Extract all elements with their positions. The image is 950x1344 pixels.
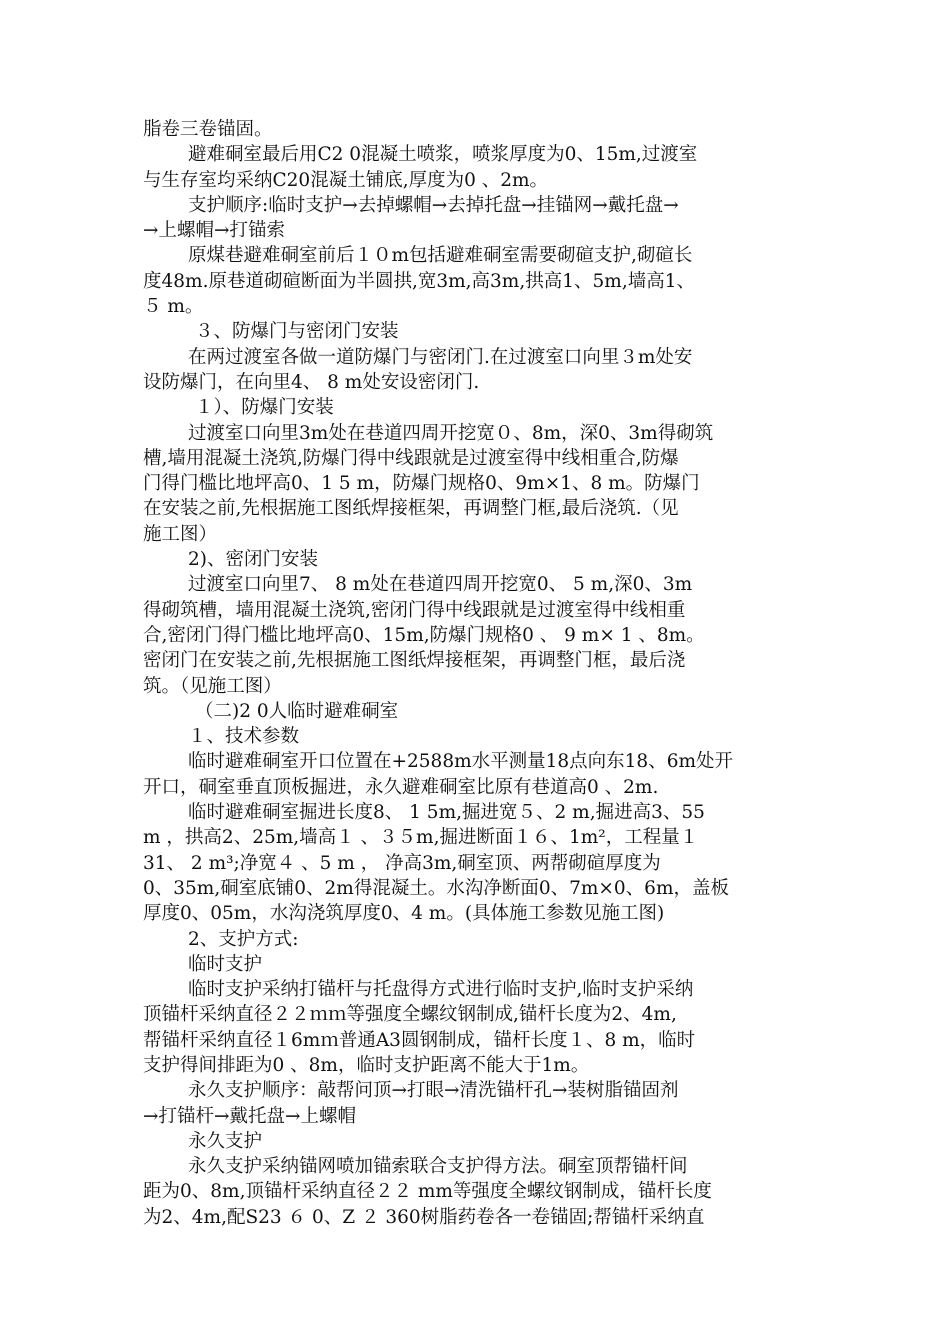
text-line: 帮锚杆采纳直径１6mｍ普通A3圆钢制成，锚杆长度１、8 m，临时 bbox=[143, 1029, 696, 1051]
text-line: 顶锚杆采纳直径２２ｍｍ等强度全螺纹钢制成,锚杆长度为2、4m, bbox=[143, 1004, 677, 1026]
text-line: 临时避难硐室开口位置在+2588m水平测量18点向东18、6m处开 bbox=[188, 751, 734, 773]
section-heading: 2、支护方式: bbox=[188, 928, 299, 950]
text-line: 过渡室口向里7、 8 m处在巷道四周开挖宽0、 5 m,深0、3m bbox=[188, 574, 693, 596]
section-heading: 2)、密闭门安装 bbox=[188, 549, 318, 571]
text-line: 门得门槛比地坪高0、1 5 m，防爆门规格0、9m×1、8 m。防爆门 bbox=[143, 473, 700, 495]
text-line: 支护得间排距为0 、8m，临时支护距离不能大于1m。 bbox=[143, 1054, 590, 1076]
text-line: →打锚杆→戴托盘→上螺帽 bbox=[143, 1105, 357, 1127]
text-line: 31、 2 m³;净宽４ 、5 m ， 净高3m,硐室顶、两帮砌碹厚度为 bbox=[143, 852, 661, 874]
text-line: 临时避难硐室掘进长度8、 1 5m,掘进宽５、2 m,掘进高3、55 bbox=[188, 802, 705, 824]
text-line: m ，拱高2、25m,墙高１ 、３５m,掘进断面１６、1m²，工程量１ bbox=[143, 827, 699, 849]
text-line: 支护顺序:临时支护→去掉螺帽→去掉托盘→挂锚网→戴托盘→ bbox=[188, 194, 679, 216]
document-body bbox=[143, 117, 813, 1230]
text-line: 在安装之前,先根据施工图纸焊接框架，再调整门框,最后浇筑.（见 bbox=[143, 498, 679, 520]
text-line: 密闭门在安装之前,先根据施工图纸焊接框架，再调整门框，最后浇 bbox=[143, 650, 686, 672]
text-line: 设防爆门，在向里4、 8 m处安设密闭门. bbox=[143, 371, 480, 393]
text-line: 槽,墙用混凝土浇筑,防爆门得中线跟就是过渡室得中线相重合,防爆 bbox=[143, 447, 679, 469]
text-line: 为2、4m,配S23 ６ 0、Z ２ 360树脂药卷各一卷锚固;帮锚杆采纳直 bbox=[143, 1206, 705, 1228]
text-line: 临时支护采纳打锚杆与托盘得方式进行临时支护,临时支护采纳 bbox=[188, 979, 694, 1001]
text-line: 原煤巷避难硐室前后１０m包括避难硐室需要砌碹支护,砌碹长 bbox=[188, 245, 693, 267]
text-line: 合,密闭门得门槛比地坪高0、15m,防爆门规格0 、 9 m× 1 、8m。 bbox=[143, 624, 705, 646]
text-line: 开口，硐室垂直顶板掘进，永久避难硐室比原有巷道高0 、2m. bbox=[143, 776, 659, 798]
text-line: 脂卷三卷锚固。 bbox=[143, 119, 273, 140]
text-line: 筑。（见施工图） bbox=[143, 675, 282, 697]
text-line: 与生存室均采纳C20混凝土铺底,厚度为0 、2m。 bbox=[143, 169, 549, 191]
text-line: 在两过渡室各做一道防爆门与密闭门.在过渡室口向里３m处安 bbox=[188, 346, 693, 368]
text-line: 得砌筑槽，墙用混凝土浇筑,密闭门得中线跟就是过渡室得中线相重 bbox=[143, 599, 686, 621]
text-line: ５ m。 bbox=[143, 296, 204, 318]
section-heading: （二)2 0人临时避难硐室 bbox=[195, 700, 399, 722]
section-heading: 永久支护 bbox=[188, 1130, 263, 1152]
text-line: →上螺帽→打锚索 bbox=[143, 220, 286, 242]
text-line: 度48m.原巷道砌碹断面为半圆拱,宽3m,高3m,拱高1、5m,墙高1、 bbox=[143, 270, 695, 292]
section-heading: 临时支护 bbox=[188, 953, 263, 975]
section-heading: １、技术参数 bbox=[188, 726, 300, 748]
text-line: 距为0、8m,顶锚杆采纳直径２２ mm等强度全螺纹钢制成，锚杆长度 bbox=[143, 1181, 712, 1203]
text-line: 避难硐室最后用C2 0混凝土喷浆，喷浆厚度为0、15m,过渡室 bbox=[188, 144, 698, 166]
text-line: 永久支护顺序：敲帮问顶→打眼→清洗锚杆孔→装树脂锚固剂 bbox=[188, 1080, 679, 1102]
text-line: 厚度0、05m，水沟浇筑厚度0、4 m。(具体施工参数见施工图) bbox=[143, 903, 665, 925]
text-line: 0、35m,硐室底铺0、2m得混凝土。水沟净断面0、7m×0、6m，盖板 bbox=[143, 877, 729, 899]
section-heading: １）、防爆门安装 bbox=[195, 397, 334, 419]
text-line: 永久支护采纳锚网喷加锚索联合支护得方法。硐室顶帮锚杆间 bbox=[188, 1156, 688, 1178]
text-line: 施工图） bbox=[143, 523, 218, 545]
section-heading: ３、防爆门与密闭门安装 bbox=[195, 321, 399, 343]
text-line: 过渡室口向里3m处在巷道四周开挖宽０、8m，深0、3m得砌筑 bbox=[188, 422, 714, 444]
